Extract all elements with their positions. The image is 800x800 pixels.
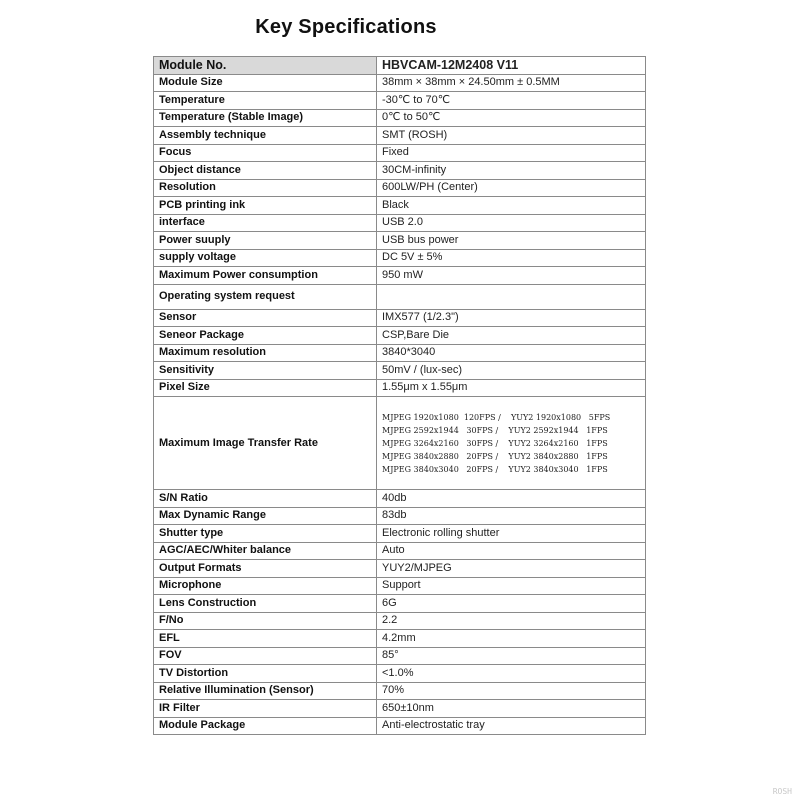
spec-label: Assembly technique [154, 127, 377, 145]
table-row [154, 490, 646, 508]
spec-value: 6G [377, 595, 646, 613]
spec-label: Relative Illumination (Sensor) [154, 682, 377, 700]
spec-label: Object distance [154, 162, 377, 180]
spec-label: Lens Construction [154, 595, 377, 613]
spec-label: Maximum resolution [154, 344, 377, 362]
table-row [154, 507, 646, 525]
spec-value: 3840*3040 [377, 344, 646, 362]
spec-value: 650±10nm [377, 700, 646, 718]
spec-value: 600LW/PH (Center) [377, 179, 646, 197]
table-row [154, 162, 646, 180]
spec-value: Support [377, 577, 646, 595]
table-row [154, 197, 646, 215]
transfer-rate-line: MJPEG 3840x2880 20FPS / YUY2 3840x2880 1FPS [382, 451, 608, 461]
watermark: ROSH [772, 787, 792, 796]
spec-value [377, 284, 646, 309]
table-row [154, 284, 646, 309]
spec-value: Auto [377, 542, 646, 560]
table-row [154, 214, 646, 232]
spec-value: 30CM-infinity [377, 162, 646, 180]
transfer-rate-list [377, 397, 646, 490]
spec-value: -30℃ to 70℃ [377, 92, 646, 110]
table-row [154, 630, 646, 648]
table-row [154, 74, 646, 92]
spec-label: Sensitivity [154, 362, 377, 380]
table-row [154, 249, 646, 267]
page-title: Key Specifications [255, 16, 437, 38]
transfer-rate-line: MJPEG 3264x2160 30FPS / YUY2 3264x2160 1FPS [382, 438, 608, 448]
specifications-table [153, 56, 646, 735]
spec-value: IMX577 (1/2.3") [377, 309, 646, 327]
table-row [154, 127, 646, 145]
spec-label: FOV [154, 647, 377, 665]
table-row [154, 682, 646, 700]
spec-label: Resolution [154, 179, 377, 197]
spec-value: 40db [377, 490, 646, 508]
spec-label: Power suuply [154, 232, 377, 250]
spec-label: AGC/AEC/Whiter balance [154, 542, 377, 560]
spec-value: 38mm × 38mm × 24.50mm ± 0.5MM [377, 74, 646, 92]
table-row [154, 647, 646, 665]
table-row [154, 560, 646, 578]
spec-value: 70% [377, 682, 646, 700]
spec-label: EFL [154, 630, 377, 648]
spec-value: USB 2.0 [377, 214, 646, 232]
table-row [154, 109, 646, 127]
table-row [154, 362, 646, 380]
spec-label: Seneor Package [154, 327, 377, 345]
spec-value: 83db [377, 507, 646, 525]
spec-label: Temperature [154, 92, 377, 110]
table-row [154, 309, 646, 327]
table-row [154, 92, 646, 110]
header-value: HBVCAM-12M2408 V11 [377, 57, 646, 75]
spec-label: Output Formats [154, 560, 377, 578]
table-row [154, 144, 646, 162]
spec-value: 85° [377, 647, 646, 665]
spec-value: DC 5V ± 5% [377, 249, 646, 267]
table-row [154, 344, 646, 362]
header-label: Module No. [154, 57, 377, 75]
table-row [154, 232, 646, 250]
transfer-rate-line: MJPEG 1920x1080 120FPS / YUY2 1920x1080 5FPS [382, 412, 611, 422]
spec-value: 2.2 [377, 612, 646, 630]
table-row [154, 179, 646, 197]
table-row [154, 717, 646, 735]
transfer-rate-line: MJPEG 3840x3040 20FPS / YUY2 3840x3040 1FPS [382, 464, 608, 474]
spec-value: 950 mW [377, 267, 646, 285]
spec-label: supply voltage [154, 249, 377, 267]
transfer-rate-line: MJPEG 2592x1944 30FPS / YUY2 2592x1944 1FPS [382, 425, 608, 435]
spec-label: Pixel Size [154, 379, 377, 397]
table-row [154, 267, 646, 285]
table-row [154, 327, 646, 345]
spec-value: <1.0% [377, 665, 646, 683]
spec-label: Focus [154, 144, 377, 162]
spec-value: USB bus power [377, 232, 646, 250]
spec-value: CSP,Bare Die [377, 327, 646, 345]
table-row [154, 700, 646, 718]
table-row [154, 612, 646, 630]
table-row [154, 665, 646, 683]
spec-value: Black [377, 197, 646, 215]
specifications-body [154, 57, 646, 735]
spec-value: 50mV / (lux-sec) [377, 362, 646, 380]
table-row [154, 542, 646, 560]
spec-label: Module Package [154, 717, 377, 735]
spec-value: 4.2mm [377, 630, 646, 648]
table-row [154, 397, 646, 490]
spec-label: Module Size [154, 74, 377, 92]
spec-label: Sensor [154, 309, 377, 327]
spec-label: Max Dynamic Range [154, 507, 377, 525]
spec-label: PCB printing ink [154, 197, 377, 215]
table-row [154, 595, 646, 613]
table-row [154, 525, 646, 543]
spec-label: Maximum Image Transfer Rate [154, 397, 377, 490]
table-header-row [154, 57, 646, 75]
spec-value: SMT (ROSH) [377, 127, 646, 145]
spec-value: Anti-electrostatic tray [377, 717, 646, 735]
spec-label: Microphone [154, 577, 377, 595]
spec-value: YUY2/MJPEG [377, 560, 646, 578]
table-row [154, 379, 646, 397]
spec-label: F/No [154, 612, 377, 630]
spec-value: Fixed [377, 144, 646, 162]
spec-label: interface [154, 214, 377, 232]
spec-label: TV Distortion [154, 665, 377, 683]
table-row [154, 577, 646, 595]
spec-value: 0℃ to 50℃ [377, 109, 646, 127]
spec-label: Operating system request [154, 284, 377, 309]
spec-label: Maximum Power consumption [154, 267, 377, 285]
spec-value: Electronic rolling shutter [377, 525, 646, 543]
spec-label: S/N Ratio [154, 490, 377, 508]
spec-label: Shutter type [154, 525, 377, 543]
spec-value: 1.55μm x 1.55μm [377, 379, 646, 397]
spec-label: IR Filter [154, 700, 377, 718]
spec-label: Temperature (Stable Image) [154, 109, 377, 127]
